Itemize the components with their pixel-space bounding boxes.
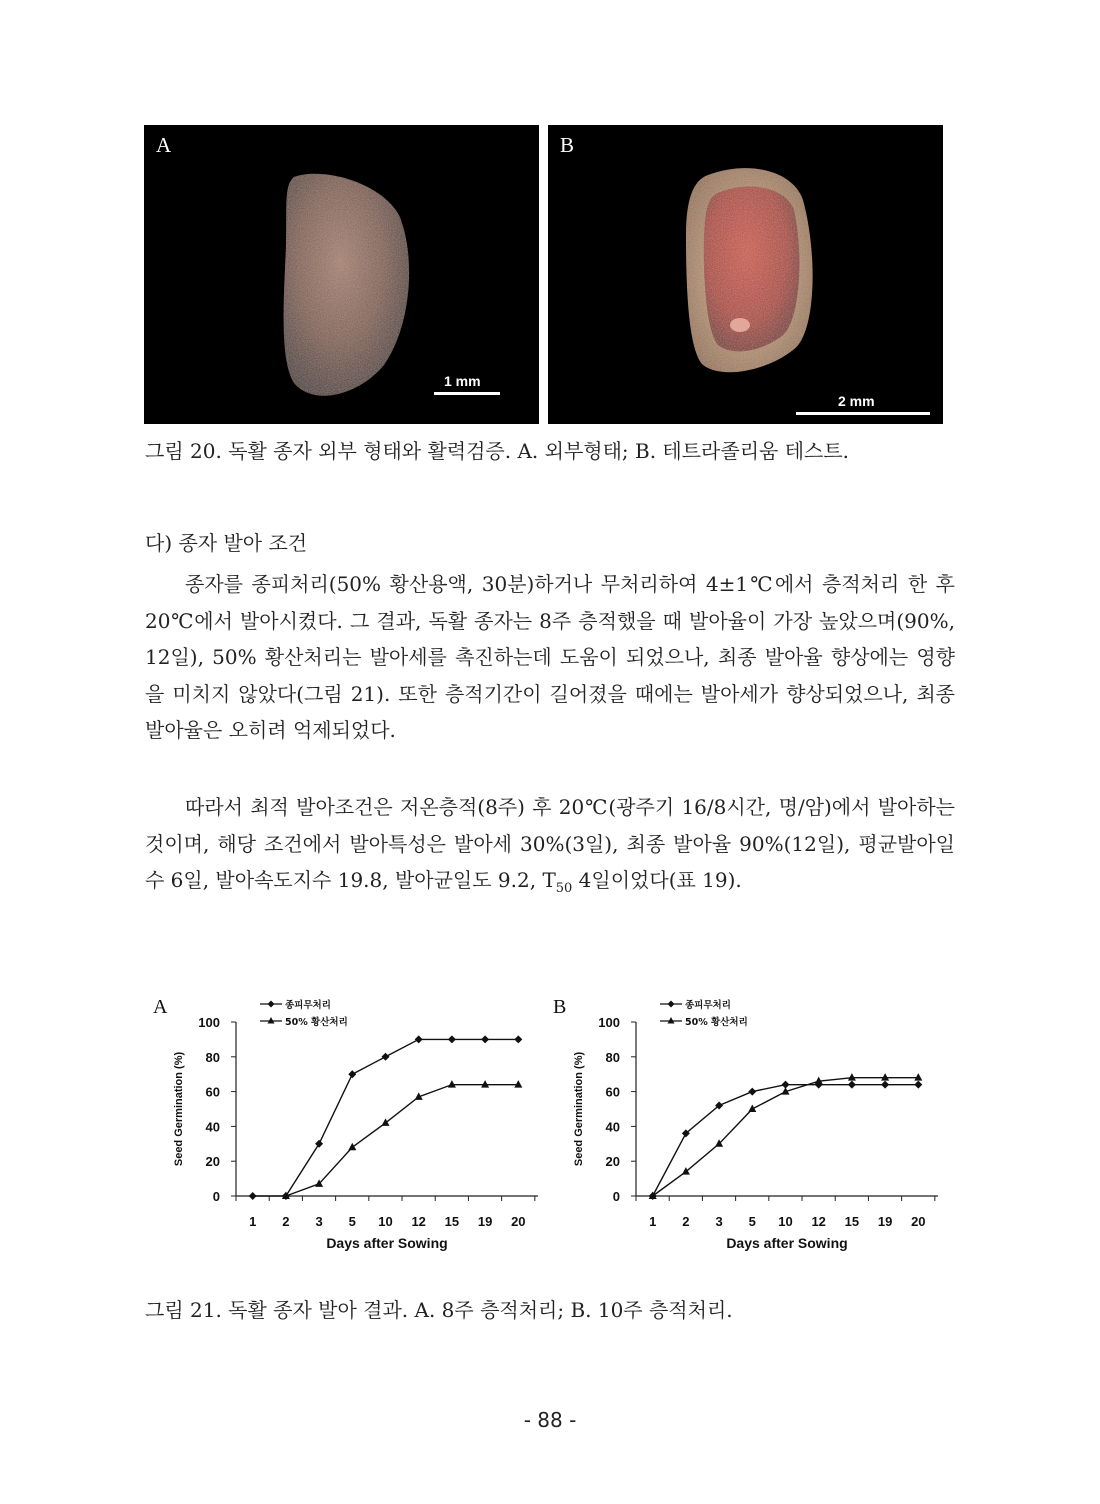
x-tick-label: 20	[511, 1214, 526, 1229]
x-tick-label: 5	[348, 1214, 356, 1229]
paragraph-1-text: 종자를 종피처리(50% 황산용액, 30분)하거나 무처리하여 4±1℃에서 층적처리 한 후 20℃에서 발아시켰다. 그 결과, 독활 종자는 8주 층적했을 때 발아율이 가장 높았으며(90%, 12일), 50% 황산처리는 발아세를 촉진하는데 도움이 되었으나, 최종 발아율 향상에는 영향을 미치지 않았다(그림 21). 또한 층적기간이 길어졌을 때에는 발아세가 향상되었으나, 최종 발아율은 오히려 억제되었다.	[145, 572, 955, 742]
x-tick-label: 20	[911, 1214, 926, 1229]
x-axis-label: Days after Sowing	[326, 1235, 448, 1251]
figure-20-caption: 그림 20. 독활 종자 외부 형태와 활력검증. A. 외부형태; B. 테트라졸리움 테스트.	[145, 439, 850, 463]
x-tick-label: 15	[844, 1214, 860, 1229]
data-point-diamond	[315, 1140, 323, 1148]
germination-chart-a	[148, 992, 548, 1262]
y-tick-label: 0	[212, 1189, 220, 1204]
scale-bar	[796, 412, 930, 415]
data-point-diamond	[914, 1081, 922, 1089]
chart-b-svg	[548, 992, 948, 1262]
legend-label: 종피무처리	[685, 1000, 731, 1011]
y-axis-label: Seed Germination (%)	[573, 1051, 585, 1167]
scale-bar-label: 2 mm	[838, 393, 875, 409]
legend-marker-triangle	[668, 1017, 675, 1024]
x-tick-label: 10	[378, 1214, 393, 1229]
y-tick-label: 80	[205, 1049, 220, 1065]
y-tick-label: 40	[605, 1119, 620, 1135]
legend-label: 종피무처리	[285, 1000, 331, 1011]
data-point-diamond	[881, 1081, 889, 1089]
data-point-triangle	[848, 1073, 856, 1081]
chart-a-svg	[148, 992, 548, 1262]
x-tick-label: 12	[411, 1214, 426, 1229]
y-tick-label: 20	[605, 1154, 620, 1170]
data-point-triangle	[682, 1167, 690, 1175]
chart-panel-letter: B	[553, 996, 567, 1018]
data-point-diamond	[514, 1035, 522, 1043]
panel-label-b: B	[560, 133, 575, 157]
legend-marker-diamond	[668, 1001, 675, 1008]
x-tick-label: 15	[444, 1214, 460, 1229]
data-point-triangle	[881, 1073, 889, 1081]
scale-bar	[434, 392, 500, 395]
data-point-triangle	[448, 1080, 456, 1088]
x-tick-label: 10	[778, 1214, 793, 1229]
x-tick-label: 1	[649, 1214, 657, 1229]
data-point-diamond	[415, 1035, 423, 1043]
data-point-diamond	[481, 1035, 489, 1043]
y-tick-label: 60	[605, 1084, 620, 1100]
paragraph-2-text-end: 4일이었다(표 19).	[572, 868, 742, 892]
data-point-diamond	[748, 1088, 756, 1096]
scale-bar-label: 1 mm	[444, 373, 481, 389]
panel-label-a: A	[156, 133, 172, 157]
legend-marker-triangle	[268, 1017, 275, 1024]
data-point-diamond	[381, 1053, 389, 1061]
x-axis-label: Days after Sowing	[726, 1235, 848, 1251]
x-tick-label: 3	[715, 1214, 723, 1229]
data-point-diamond	[848, 1081, 856, 1089]
y-tick-label: 40	[205, 1119, 220, 1135]
data-point-triangle	[381, 1118, 389, 1126]
x-tick-label: 5	[748, 1214, 756, 1229]
legend-marker-diamond	[268, 1001, 275, 1008]
tetrazolium-seed-image	[548, 125, 943, 424]
x-tick-label: 2	[682, 1214, 690, 1229]
x-tick-label: 12	[811, 1214, 826, 1229]
y-tick-label: 60	[205, 1084, 220, 1100]
x-tick-label: 19	[877, 1214, 893, 1229]
x-tick-label: 3	[315, 1214, 323, 1229]
series-line-2	[653, 1078, 919, 1196]
body-paragraph-1	[145, 566, 955, 749]
data-point-triangle	[514, 1080, 522, 1088]
series-line-1	[253, 1039, 519, 1196]
paragraph-2-text: 따라서 최적 발아조건은 저온층적(8주) 후 20℃(광주기 16/8시간, 명/암)에서 발아하는 것이며, 해당 조건에서 발아특성은 발아세 30%(3일), 최종 발아율 90%(12일), 평균발아일수 6일, 발아속도지수 19.8, 발아균일도 9.2, T	[145, 795, 955, 892]
germination-chart-b	[548, 992, 948, 1262]
figure-21-caption: 그림 21. 독활 종자 발아 결과. A. 8주 층적처리; B. 10주 층적처리.	[145, 1298, 733, 1322]
y-tick-label: 100	[598, 1015, 620, 1030]
chart-panel-letter: A	[153, 996, 168, 1018]
data-point-diamond	[249, 1192, 257, 1200]
seed-exterior-photo	[144, 125, 539, 424]
tetrazolium-test-photo	[548, 125, 943, 424]
y-tick-label: 0	[612, 1189, 620, 1204]
legend-label: 50% 황산처리	[685, 1017, 748, 1028]
series-line-1	[653, 1085, 919, 1196]
section-heading: 다) 종자 발아 조건	[145, 531, 308, 555]
x-tick-label: 19	[477, 1214, 493, 1229]
t50-subscript: 50	[555, 881, 573, 896]
body-paragraph-2	[145, 789, 955, 908]
data-point-triangle	[914, 1073, 922, 1081]
y-axis-label: Seed Germination (%)	[173, 1051, 185, 1167]
data-point-triangle	[481, 1080, 489, 1088]
data-point-diamond	[348, 1070, 356, 1078]
y-tick-label: 80	[605, 1049, 620, 1065]
data-point-diamond	[448, 1035, 456, 1043]
y-tick-label: 100	[198, 1015, 220, 1030]
x-tick-label: 1	[249, 1214, 257, 1229]
data-point-triangle	[348, 1143, 356, 1151]
legend-label: 50% 황산처리	[285, 1017, 348, 1028]
x-tick-label: 2	[282, 1214, 290, 1229]
page-number: - 88 -	[523, 1408, 577, 1432]
y-tick-label: 20	[205, 1154, 220, 1170]
